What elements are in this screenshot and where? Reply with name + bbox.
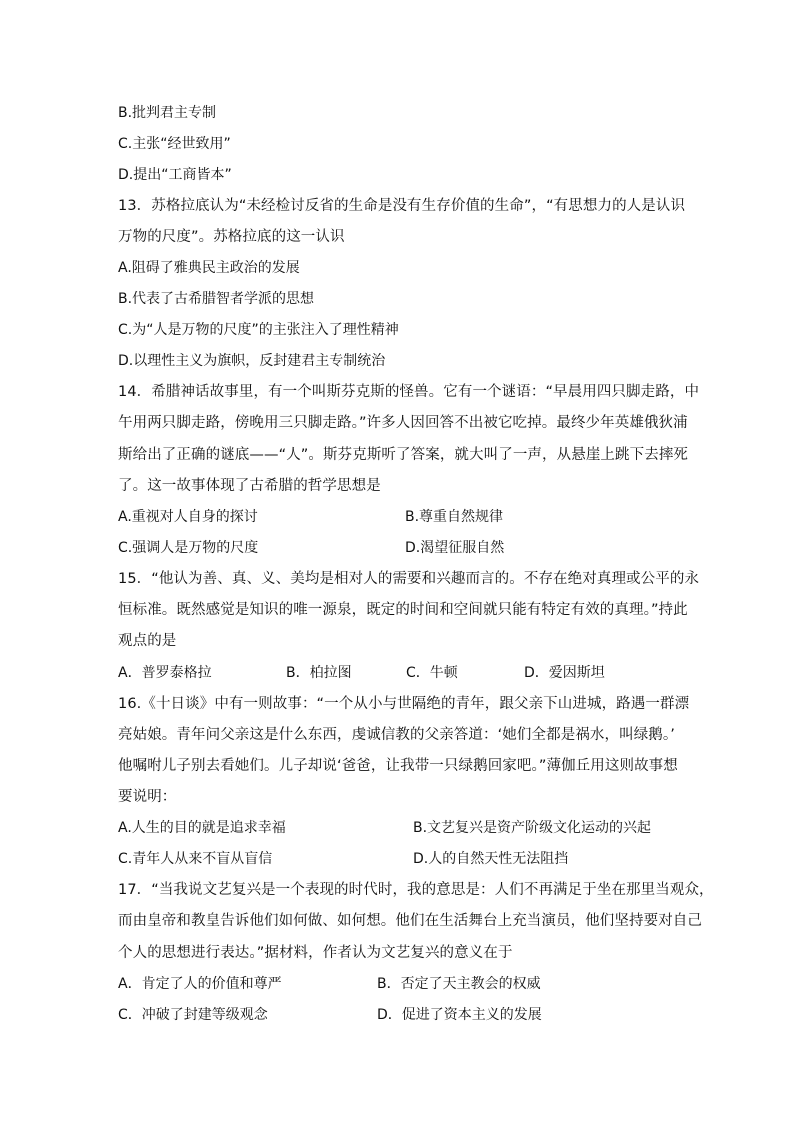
- q14-stem-line-2: 午用两只脚走路，傍晚用三只脚走路。”许多人因回答不出被它吃掉。最终少年英雄俄狄浦: [118, 415, 688, 431]
- q17-stem-line-1: 17．“当我说文艺复兴是一个表现的时代时，我的意思是：人们不再满足于坐在那里当观众，: [118, 882, 714, 898]
- q14-option-a: A.重视对人自身的探讨: [118, 509, 258, 525]
- q16-stem-line-3: 他嘱咐儿子别去看她们。儿子却说‘爸爸，让我带一只绿鹅回家吧。”薄伽丘用这则故事想: [118, 758, 678, 774]
- q12-option-b: B.批判君主专制: [118, 105, 217, 121]
- q16-option-b: B.文艺复兴是资产阶级文化运动的兴起: [413, 820, 652, 836]
- q14-stem-line-3: 斯给出了正确的谜底——“人”。斯芬克斯听了答案，就大叫了一声，从悬崖上跳下去摔死: [118, 447, 689, 463]
- q15-stem-line-2: 恒标准。既然感觉是知识的唯一源泉，既定的时间和空间就只能有特定有效的真理。”持此: [118, 602, 688, 618]
- q16-stem-line-2: 亮姑娘。青年问父亲这是什么东西，虔诚信教的父亲答道：‘她们全都是祸水，叫绿鹅。’: [118, 727, 675, 743]
- q15-stem-line-1: 15．“他认为善、真、义、美均是相对人的需要和兴趣而言的。不存在绝对真理或公平的永: [118, 571, 700, 587]
- q16-stem-line-4: 要说明：: [118, 789, 177, 805]
- q14-stem-line-4: 了。这一故事体现了古希腊的哲学思想是: [118, 478, 381, 494]
- q13-stem-line-2: 万物的尺度”。苏格拉底的这一认识: [118, 229, 345, 245]
- q15-stem-line-3: 观点的是: [118, 633, 177, 649]
- q17-option-d: D．促进了资本主义的发展: [377, 1007, 542, 1023]
- q17-option-c: C．冲破了封建等级观念: [118, 1007, 268, 1023]
- q15-option-d: D．爱因斯坦: [524, 665, 605, 681]
- q16-option-c: C.青年人从来不盲从盲信: [118, 851, 273, 867]
- q14-option-c: C.强调人是万物的尺度: [118, 540, 259, 556]
- q17-option-a: A．肯定了人的价值和尊严: [118, 976, 282, 992]
- q12-option-d: D.提出“工商皆本”: [118, 167, 232, 183]
- q14-stem-line-1: 14．希腊神话故事里，有一个叫斯芬克斯的怪兽。它有一个谜语：“早晨用四只脚走路，中: [118, 384, 700, 400]
- q16-option-d: D.人的自然天性无法阻挡: [413, 851, 569, 867]
- q13-option-b: B.代表了古希腊智者学派的思想: [118, 291, 315, 307]
- q17-stem-line-3: 个人的思想进行表达。”据材料，作者认为文艺复兴的意义在于: [118, 945, 513, 961]
- q15-option-a: A．普罗泰格拉: [118, 665, 212, 681]
- q13-option-a: A.阻碍了雅典民主政治的发展: [118, 260, 300, 276]
- q16-option-a: A.人生的目的就是追求幸福: [118, 820, 286, 836]
- q17-option-b: B．否定了天主教会的权威: [377, 976, 541, 992]
- q14-option-b: B.尊重自然规律: [405, 509, 504, 525]
- q16-stem-line-1: 16.《十日谈》中有一则故事：“一个从小与世隔绝的青年，跟父亲下山进城，路遇一群漂: [118, 696, 690, 712]
- q14-option-d: D.渴望征服自然: [405, 540, 505, 556]
- q15-option-c: C．牛顿: [406, 665, 458, 681]
- q13-option-c: C.为“人是万物的尺度”的主张注入了理性精神: [118, 322, 399, 338]
- q12-option-c: C.主张“经世致用”: [118, 136, 231, 152]
- q15-option-b: B．柏拉图: [286, 665, 352, 681]
- q13-stem-line-1: 13．苏格拉底认为“未经检讨反省的生命是没有生存价值的生命”，“有思想力的人是认识: [118, 198, 686, 214]
- q13-option-d: D.以理性主义为旗帜，反封建君主专制统治: [118, 353, 386, 369]
- q17-stem-line-2: 而由皇帝和教皇告诉他们如何做、如何想。他们在生活舞台上充当演员，他们坚持要对自己: [118, 913, 702, 929]
